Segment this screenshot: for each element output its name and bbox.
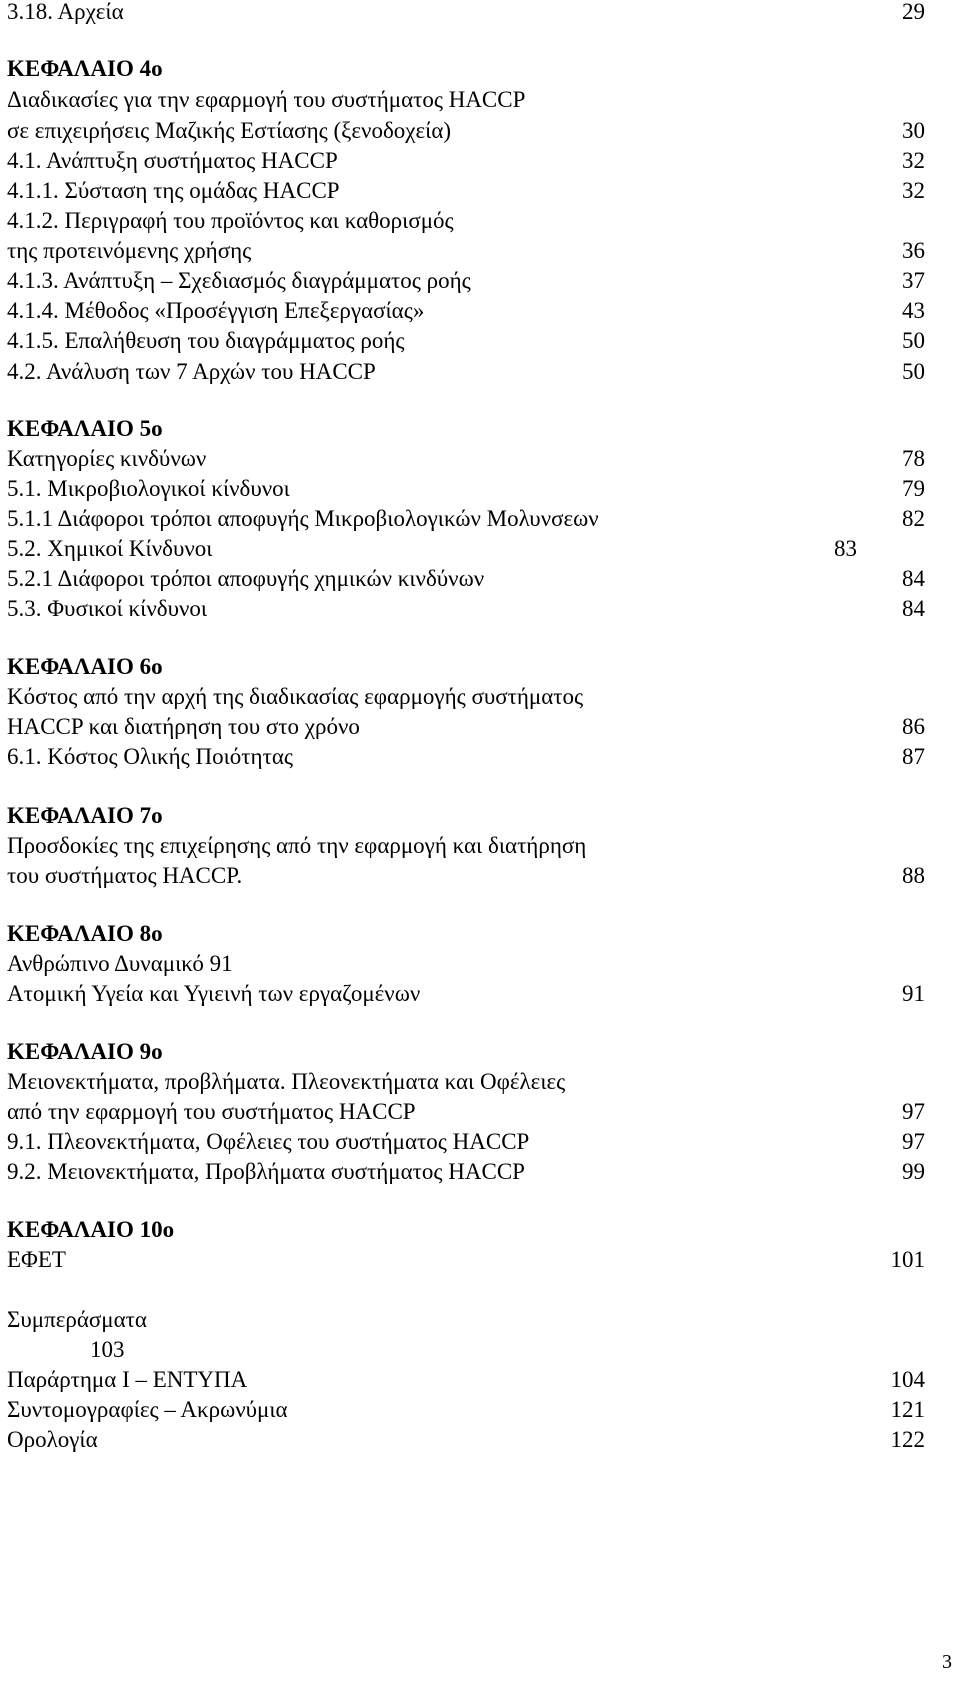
toc-entry-text: του συστήματος HACCP. [7, 863, 243, 888]
toc-entry-text: 4.1. Ανάπτυξη συστήματος HACCP [7, 148, 338, 173]
toc-entry-text: Κατηγορίες κινδύνων [7, 446, 207, 471]
toc-entry-page: 99 [902, 1159, 925, 1184]
toc-entry-page: 43 [902, 298, 925, 323]
toc-entry-text: HACCP και διατήρηση του στο χρόνο [7, 714, 360, 739]
toc-entry-text: Κόστος από την αρχή της διαδικασίας εφαρμογής συστήματος [7, 684, 584, 709]
toc-entry-page: 32 [902, 148, 925, 173]
toc-entry-text: 6.1. Κόστος Ολικής Ποιότητας [7, 744, 293, 769]
toc-entry-text: Προσδοκίες της επιχείρησης από την εφαρμογή και διατήρηση [7, 833, 587, 858]
toc-entry-page: 88 [902, 863, 925, 888]
chapter-heading: ΚΕΦΑΛΑΙΟ 5ο [7, 416, 163, 441]
toc-entry-text: 4.1.2. Περιγραφή του προϊόντος και καθορισμός [7, 208, 454, 233]
toc-entry-text: Συντομογραφίες – Ακρωνύμια [7, 1397, 288, 1422]
toc-entry-page: 82 [902, 506, 925, 531]
toc-entry-page: 103 [90, 1337, 125, 1362]
chapter-heading: ΚΕΦΑΛΑΙΟ 6ο [7, 654, 163, 679]
toc-entry-text: 5.1. Μικροβιολογικοί κίνδυνοι [7, 476, 290, 501]
chapter-heading: ΚΕΦΑΛΑΙΟ 8ο [7, 921, 163, 946]
toc-entry-text: Διαδικασίες για την εφαρμογή του συστήματος HACCP [7, 87, 526, 112]
toc-entry-text: 4.2. Ανάλυση των 7 Αρχών του HACCP [7, 359, 376, 384]
toc-entry-page: 97 [902, 1129, 925, 1154]
toc-entry-text: 9.2. Μειονεκτήματα, Προβλήματα συστήματος HACCP [7, 1159, 525, 1184]
toc-entry-text: 5.1.1 Διάφοροι τρόποι αποφυγής Μικροβιολογικών Μολυνσεων [7, 506, 599, 531]
toc-entry-text: 4.1.5. Επαλήθευση του διαγράμματος ροής [7, 328, 405, 353]
toc-entry-page: 50 [902, 359, 925, 384]
toc-entry-text: 4.1.3. Ανάπτυξη – Σχεδιασμός διαγράμματος ροής [7, 268, 471, 293]
toc-entry-page: 83 [834, 536, 857, 561]
chapter-heading: ΚΕΦΑΛΑΙΟ 4ο [7, 56, 163, 81]
toc-entry-page: 91 [902, 981, 925, 1006]
toc-entry-page: 104 [890, 1367, 925, 1392]
chapter-heading: ΚΕΦΑΛΑΙΟ 7ο [7, 803, 163, 828]
toc-entry-text: Συμπεράσματα [7, 1307, 147, 1332]
toc-entry-page: 101 [890, 1247, 925, 1272]
toc-entry-text: 5.3. Φυσικοί κίνδυνοι [7, 596, 208, 621]
toc-entry-text: Ατομική Υγεία και Υγιεινή των εργαζομένων [7, 981, 421, 1006]
toc-entry-page: 86 [902, 714, 925, 739]
toc-entry-text: 3.18. Αρχεία [7, 0, 124, 24]
toc-entry-page: 29 [902, 0, 925, 24]
toc-entry-text: της προτεινόμενης χρήσης [7, 238, 252, 263]
chapter-heading: ΚΕΦΑΛΑΙΟ 9ο [7, 1039, 163, 1064]
toc-entry-page: 97 [902, 1099, 925, 1124]
chapter-heading: ΚΕΦΑΛΑΙΟ 10ο [7, 1217, 175, 1242]
toc-entry-text: ΕΦΕΤ [7, 1247, 66, 1272]
toc-entry-text: 4.1.4. Μέθοδος «Προσέγγιση Επεξεργασίας» [7, 298, 425, 323]
toc-entry-text: Μειονεκτήματα, προβλήματα. Πλεονεκτήματα και Οφέλειες [7, 1069, 566, 1094]
toc-entry-page: 32 [902, 178, 925, 203]
page-number: 3 [942, 1651, 952, 1673]
toc-entry-text: σε επιχειρήσεις Μαζικής Εστίασης (ξενοδοχεία) [7, 118, 452, 143]
toc-entry-page: 30 [902, 118, 925, 143]
toc-entry-page: 87 [902, 744, 925, 769]
toc-entry-text: από την εφαρμογή του συστήματος HACCP [7, 1099, 416, 1124]
toc-entry-text: 4.1.1. Σύσταση της ομάδας HACCP [7, 178, 340, 203]
toc-entry-page: 121 [890, 1397, 925, 1422]
toc-entry-page: 84 [902, 596, 925, 621]
toc-entry-page: 50 [902, 328, 925, 353]
toc-entry-text: 5.2. Χημικοί Κίνδυνοι [7, 536, 213, 561]
toc-entry-page: 79 [902, 476, 925, 501]
toc-entry-text: 9.1. Πλεονεκτήματα, Οφέλειες του συστήματος HACCP [7, 1129, 530, 1154]
toc-entry-page: 36 [902, 238, 925, 263]
toc-entry-page: 122 [890, 1427, 925, 1452]
toc-entry-page: 37 [902, 268, 925, 293]
toc-entry-text: Ορολογία [7, 1427, 98, 1452]
toc-entry-page: 78 [902, 446, 925, 471]
toc-entry-text: Παράρτημα Ι – ΕΝΤΥΠΑ [7, 1367, 248, 1392]
toc-entry-page: 84 [902, 566, 925, 591]
toc-entry-text: Ανθρώπινο Δυναμικό 91 [7, 951, 233, 976]
toc-entry-text: 5.2.1 Διάφοροι τρόποι αποφυγής χημικών κινδύνων [7, 566, 485, 591]
